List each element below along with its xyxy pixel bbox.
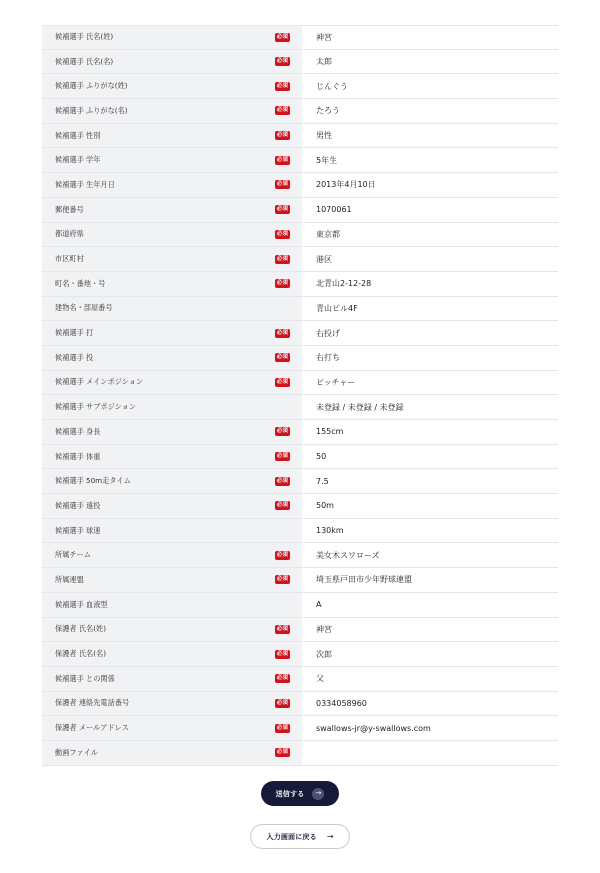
field-label-cell xyxy=(42,371,302,395)
field-label-cell xyxy=(42,50,302,74)
field-label: 候補選手 体重 xyxy=(55,451,101,461)
table-row xyxy=(42,667,558,692)
confirmation-table xyxy=(42,25,558,766)
field-value: 未登録 / 未登録 / 未登録 xyxy=(316,402,404,412)
field-label-cell xyxy=(42,99,302,123)
required-badge: 必須 xyxy=(276,230,288,237)
field-label: 都道府県 xyxy=(55,229,84,239)
field-label-cell xyxy=(42,247,302,271)
field-label: 郵便番号 xyxy=(55,204,84,214)
table-row xyxy=(42,469,558,494)
field-label: 保護者 氏名(名) xyxy=(55,649,107,659)
required-badge: 必須 xyxy=(276,280,288,287)
submit-button-label: 送信する xyxy=(275,789,305,798)
field-label: 候補選手 氏名(名) xyxy=(55,56,114,66)
table-row xyxy=(42,395,558,420)
field-label-cell xyxy=(42,321,302,345)
table-row xyxy=(42,543,558,568)
table-row xyxy=(42,321,558,346)
field-label-cell xyxy=(42,593,302,617)
field-label: 候補選手 学年 xyxy=(55,155,101,165)
field-value: 右打ち xyxy=(316,353,340,363)
field-label-cell xyxy=(42,618,302,642)
required-badge: 必須 xyxy=(276,255,288,262)
field-label: 保護者 メールアドレス xyxy=(55,723,129,733)
required-badge: 必須 xyxy=(276,181,288,188)
table-row xyxy=(42,445,558,470)
table-row xyxy=(42,50,558,75)
field-value: 7.5 xyxy=(316,476,329,486)
field-value: 2013年4月10日 xyxy=(316,180,376,190)
required-badge: 必須 xyxy=(276,502,288,509)
back-to-input-button[interactable] xyxy=(250,824,350,849)
required-badge: 必須 xyxy=(276,650,288,657)
required-badge: 必須 xyxy=(276,576,288,583)
field-value: ピッチャー xyxy=(316,377,356,387)
field-value: 北青山2-12-28 xyxy=(316,279,372,289)
required-badge: 必須 xyxy=(276,156,288,163)
field-label-cell xyxy=(42,667,302,691)
field-value: 右投げ xyxy=(316,328,340,338)
required-badge: 必須 xyxy=(276,132,288,139)
field-label: 候補選手 投 xyxy=(55,352,94,362)
field-value: 次郎 xyxy=(316,649,332,659)
field-label: 候補選手 遠投 xyxy=(55,500,101,510)
field-value: 美女木スワローズ xyxy=(316,550,380,560)
field-label-cell xyxy=(42,543,302,567)
field-label: 所属チーム xyxy=(55,550,91,560)
field-label-cell xyxy=(42,494,302,518)
table-row xyxy=(42,716,558,741)
required-badge: 必須 xyxy=(276,477,288,484)
table-row xyxy=(42,593,558,618)
field-label: 候補選手 50m走タイム xyxy=(55,476,131,486)
table-row xyxy=(42,371,558,396)
field-label: 保護者 氏名(姓) xyxy=(55,624,107,634)
table-row xyxy=(42,198,558,223)
field-label: 所属連盟 xyxy=(55,574,84,584)
field-label-cell xyxy=(42,198,302,222)
table-row xyxy=(42,346,558,371)
required-badge: 必須 xyxy=(276,82,288,89)
required-badge: 必須 xyxy=(276,625,288,632)
field-value: A xyxy=(316,600,322,610)
field-value: swallows-jr@y-swallows.com xyxy=(316,723,431,733)
field-label: 候補選手 との関係 xyxy=(55,673,115,683)
field-label-cell xyxy=(42,395,302,419)
table-row xyxy=(42,148,558,173)
field-label-cell xyxy=(42,148,302,172)
field-label-cell xyxy=(42,346,302,370)
required-badge: 必須 xyxy=(276,58,288,65)
field-label-cell xyxy=(42,692,302,716)
field-label-cell xyxy=(42,272,302,296)
table-row xyxy=(42,247,558,272)
field-label: 候補選手 氏名(姓) xyxy=(55,32,114,42)
table-row xyxy=(42,297,558,322)
table-row xyxy=(42,494,558,519)
table-row xyxy=(42,692,558,717)
table-row xyxy=(42,173,558,198)
field-label-cell xyxy=(42,642,302,666)
field-label: 候補選手 メインポジション xyxy=(55,377,144,387)
field-value: 0334058960 xyxy=(316,698,367,708)
field-value: じんぐう xyxy=(316,81,348,91)
field-value: 埼玉県戸田市少年野球連盟 xyxy=(316,575,412,585)
table-row xyxy=(42,642,558,667)
field-label: 候補選手 打 xyxy=(55,328,94,338)
field-value: 5年生 xyxy=(316,155,338,165)
required-badge: 必須 xyxy=(276,453,288,460)
required-badge: 必須 xyxy=(276,206,288,213)
back-button-label: 入力画面に戻る xyxy=(266,832,317,841)
field-label: 町名・番地・号 xyxy=(55,278,106,288)
field-value: 130km xyxy=(316,526,344,536)
field-label: 動画ファイル xyxy=(55,747,98,757)
required-badge: 必須 xyxy=(276,551,288,558)
required-badge: 必須 xyxy=(276,33,288,40)
table-row xyxy=(42,568,558,593)
required-badge: 必須 xyxy=(276,749,288,756)
required-badge: 必須 xyxy=(276,378,288,385)
field-label-cell xyxy=(42,519,302,543)
required-badge: 必須 xyxy=(276,329,288,336)
field-label: 候補選手 血液型 xyxy=(55,599,108,609)
table-row xyxy=(42,223,558,248)
table-row xyxy=(42,124,558,149)
field-label: 候補選手 生年月日 xyxy=(55,179,115,189)
field-value: 男性 xyxy=(316,131,332,141)
field-value: 父 xyxy=(316,674,324,684)
field-value: 神宮 xyxy=(316,624,332,634)
table-row xyxy=(42,519,558,544)
submit-button[interactable] xyxy=(261,781,339,806)
required-badge: 必須 xyxy=(276,675,288,682)
field-label-cell xyxy=(42,469,302,493)
field-value: 港区 xyxy=(316,254,332,264)
field-label-cell xyxy=(42,297,302,321)
table-row xyxy=(42,741,558,766)
field-label: 候補選手 ふりがな(姓) xyxy=(55,81,128,91)
required-badge: 必須 xyxy=(276,354,288,361)
field-label-cell xyxy=(42,223,302,247)
arrow-right-icon: → xyxy=(326,831,334,841)
required-badge: 必須 xyxy=(276,107,288,114)
field-label: 保護者 連絡先電話番号 xyxy=(55,698,130,708)
required-badge: 必須 xyxy=(276,699,288,706)
field-value: 155cm xyxy=(316,427,344,437)
field-label-cell xyxy=(42,173,302,197)
field-value: 50m xyxy=(316,501,334,511)
field-label-cell xyxy=(42,568,302,592)
field-label-cell xyxy=(42,445,302,469)
arrow-right-icon: → xyxy=(312,788,324,800)
field-value: 50 xyxy=(316,452,327,462)
field-label: 候補選手 身長 xyxy=(55,426,101,436)
field-label-cell xyxy=(42,420,302,444)
table-row xyxy=(42,272,558,297)
field-value: 1070061 xyxy=(316,205,352,215)
field-label: 候補選手 性別 xyxy=(55,130,101,140)
field-value xyxy=(302,741,558,765)
field-value: 神宮 xyxy=(316,32,332,42)
table-row xyxy=(42,618,558,643)
field-value: 東京都 xyxy=(316,229,340,239)
required-badge: 必須 xyxy=(276,724,288,731)
field-label-cell xyxy=(42,74,302,98)
field-label-cell xyxy=(42,124,302,148)
field-label-cell xyxy=(42,716,302,740)
field-value: たろう xyxy=(316,106,340,116)
field-label: 市区町村 xyxy=(55,254,84,264)
field-label: 候補選手 球速 xyxy=(55,525,101,535)
field-value: 青山ビル4F xyxy=(316,303,358,313)
field-label: 建物名・部屋番号 xyxy=(55,303,113,313)
field-label-cell xyxy=(42,741,302,765)
field-label: 候補選手 ふりがな(名) xyxy=(55,105,128,115)
field-label: 候補選手 サブポジション xyxy=(55,402,137,412)
required-badge: 必須 xyxy=(276,428,288,435)
table-row xyxy=(42,99,558,124)
table-row xyxy=(42,420,558,445)
table-row xyxy=(42,25,558,50)
field-value: 太郎 xyxy=(316,57,332,67)
table-row xyxy=(42,74,558,99)
field-label-cell xyxy=(42,26,302,49)
